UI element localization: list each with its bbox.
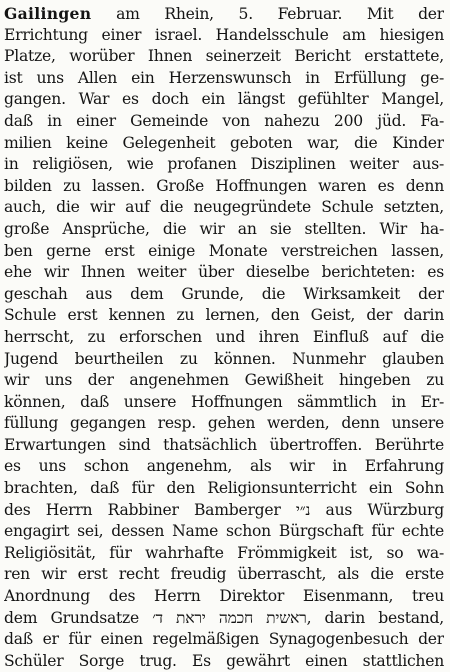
article-line-28: Anordnung des Herrn Direktor Eisenmann, treu [4,587,444,606]
article-line-1 [4,3,444,25]
article-line-7: milien keine Gelegenheit geboten war, die Kinder [4,133,444,152]
article-line-18: wir uns der angenehmen Gewißheit hingeben zu [4,371,444,390]
article-line-2: Errichtung einer israel. Handelsschule am hiesigen [4,25,444,44]
article-line-25: engagirt sei, dessen Name schon Bürgschaft für echte [4,522,444,541]
article-dateline: am Rhein, 5. Februar. Mit der [91,5,444,23]
article-line-5: gangen. War es doch ein längst gefühlter Mangel, [4,90,444,109]
article-line-19: können, daß unsere Hoffnungen sämmtlich in Er- [4,392,444,411]
article-line-6: daß in einer Gemeinde von nahezu 200 jüd. Fa- [4,111,444,130]
article-line-10: auch, die wir auf die neugegründete Schule setzten, [4,198,444,217]
article-line-14: geschah aus dem Grunde, die Wirksamkeit der [4,284,444,303]
article-line-17: Jugend beurtheilen zu können. Nunmehr glauben [4,349,444,368]
article-line-23: brachten, daß für den Religionsunterricht ein Sohn [4,479,444,498]
article-line-20: füllung gegangen resp. gehen werden, denn unsere [4,414,444,433]
article-line-24: des Herrn Rabbiner Bamberger נ״י aus Würzburg [4,500,444,519]
article-line-9: bilden zu lassen. Große Hoffnungen waren es denn [4,176,444,195]
article-line-29: dem Grundsatze ראשית חכמה יראת ד׳, darin bestand, [4,608,444,627]
article-line-27: ren wir erst recht freudig überrascht, als die erste [4,565,444,584]
article-line-4: ist uns Allen ein Herzenswunsch in Erfüllung ge- [4,68,444,87]
article-line-3: Platze, worüber Ihnen seinerzeit Bericht erstattete, [4,47,444,66]
article-line-8: in religiösen, wie profanen Disziplinen weiter aus- [4,155,444,174]
article-line-31: Schüler Sorge trug. Es gewährt einen stattlichen [4,651,444,670]
article-line-26: Religiösität, für wahrhafte Frömmigkeit ist, so wa- [4,543,444,562]
article-line-22: es uns schon angenehm, als wir in Erfahrung [4,457,444,476]
article-line-12: ben gerne erst einige Monate verstreichen lassen, [4,241,444,260]
article-line-21: Erwartungen sind thatsächlich übertroffen. Berührte [4,435,444,454]
article-line-16: herrscht, zu erforschen und ihren Einfluß auf die [4,327,444,346]
article-line-11: große Ansprüche, die wir an sie stellten. Wir ha- [4,219,444,238]
article-line-13: ehe wir Ihnen weiter über dieselbe berichteten: es [4,263,444,282]
article-line-30: daß er für einen regelmäßigen Synagogenbesuch der [4,630,444,649]
article-place: Gailingen [4,4,92,23]
article-line-15: Schule erst kennen zu lernen, den Geist, der darin [4,306,444,325]
